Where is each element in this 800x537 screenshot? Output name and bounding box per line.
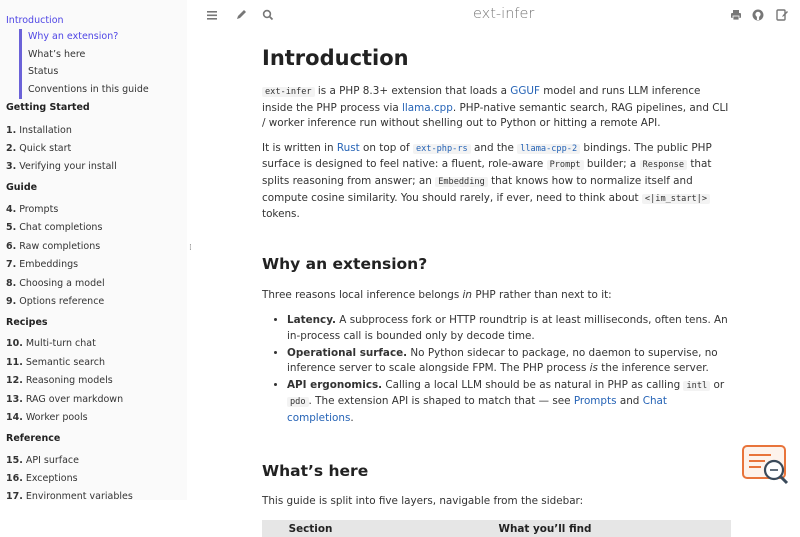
text: tokens.	[262, 208, 300, 221]
section-heading-why-an-extension: Why an extension?	[262, 254, 428, 273]
sidebar-item-label: RAG over markdown	[25, 394, 124, 405]
sidebar-item-number: 12.	[6, 375, 23, 386]
sidebar-heading-getting-started: Getting Started	[6, 102, 90, 113]
llama-cpp-2-link[interactable]: llama-cpp-2	[517, 144, 580, 154]
sidebar-item-embeddings[interactable]	[6, 259, 78, 270]
chat-completions-link[interactable]: Chat completions	[287, 395, 667, 424]
reasons-list	[262, 313, 732, 426]
sidebar-item-label: Exceptions	[25, 473, 78, 484]
table-header-what-youll-find: What you’ll find	[359, 520, 731, 537]
text: and	[616, 395, 643, 408]
sidebar-item-introduction[interactable]: Introduction	[6, 15, 64, 26]
sidebar-item-number: 14.	[6, 412, 23, 423]
sidebar-item-number: 6.	[6, 241, 17, 252]
sidebar-subitem-whats-here[interactable]: What’s here	[28, 48, 86, 60]
text: builder; a	[583, 158, 640, 171]
rust-link[interactable]: Rust	[336, 141, 360, 154]
search-assistant-widget-icon[interactable]	[741, 443, 791, 487]
text: model and runs LLM inference inside the PHP process via	[262, 85, 701, 114]
sidebar-item-verifying-install[interactable]	[6, 161, 117, 172]
sidebar-item-label: API surface	[25, 455, 80, 466]
text: and the	[470, 141, 518, 154]
sidebar-resize-handle-icon[interactable]: ⁞	[189, 243, 191, 253]
bold-term: Latency.	[287, 314, 336, 327]
inline-code: Response	[640, 160, 687, 170]
sidebar-subitem-why-an-extension[interactable]: Why an extension?	[28, 31, 119, 42]
print-icon[interactable]	[729, 7, 743, 23]
table-header-section: Section	[262, 520, 359, 537]
sidebar-item-label: Quick start	[19, 143, 72, 154]
text: is a PHP 8.3+ extension that loads a	[314, 85, 511, 97]
text: bindings. The public PHP surface is designed to feel native: a fluent, role-aware	[262, 141, 712, 171]
sidebar	[0, 0, 187, 500]
github-icon[interactable]	[751, 7, 765, 23]
layers-intro: This guide is split into five layers, navigable from the sidebar:	[262, 494, 584, 507]
search-icon[interactable]	[261, 7, 275, 23]
sidebar-item-number: 16.	[6, 473, 23, 484]
sidebar-item-number: 13.	[6, 394, 23, 405]
sidebar-item-reasoning-models[interactable]	[6, 375, 113, 386]
sidebar-item-worker-pools[interactable]	[6, 412, 88, 423]
sidebar-item-label: Options reference	[19, 296, 105, 307]
prompts-link[interactable]: Prompts	[573, 395, 617, 408]
list-item	[287, 346, 732, 377]
text: No Python sidecar to package, no daemon to supervise, no inference server to scale alongside FPM. The PHP process	[287, 346, 718, 375]
sidebar-item-raw-completions[interactable]	[6, 241, 100, 252]
text: Three reasons local inference belongs	[262, 288, 463, 301]
sidebar-item-rag-over-markdown[interactable]	[6, 394, 123, 405]
list-item	[287, 378, 732, 427]
reasons-intro	[262, 288, 732, 304]
sidebar-item-label: Worker pools	[25, 412, 88, 423]
sidebar-heading-reference: Reference	[6, 433, 61, 444]
rust-paragraph	[262, 141, 732, 223]
sidebar-item-options-reference[interactable]	[6, 296, 104, 307]
sidebar-item-label: Prompts	[19, 204, 59, 215]
sidebar-item-label: Raw completions	[19, 241, 101, 252]
text: on top of	[359, 141, 413, 154]
inline-code: pdo	[287, 397, 309, 407]
top-toolbar	[190, 0, 800, 30]
sidebar-item-label: Verifying your install	[19, 161, 117, 172]
text: A subprocess fork or HTTP roundtrip is at least milliseconds, often tens. An in-process call is bounded only by decode time.	[287, 314, 728, 342]
sidebar-item-label: Chat completions	[19, 222, 103, 233]
sidebar-item-number: 8.	[6, 278, 17, 289]
sidebar-item-prompts[interactable]	[6, 204, 58, 215]
sidebar-item-multi-turn-chat[interactable]	[6, 338, 96, 349]
text: It is written in	[262, 141, 337, 154]
ext-php-rs-link[interactable]: ext-php-rs	[413, 144, 471, 154]
sidebar-item-choosing-model[interactable]	[6, 278, 105, 289]
emphasis: in	[462, 288, 473, 301]
bold-term: Operational surface.	[287, 346, 408, 359]
sidebar-item-number: 11.	[6, 357, 23, 368]
text: Calling a local LLM should be as natural in PHP as calling	[382, 378, 684, 391]
sidebar-subitem-status[interactable]: Status	[28, 66, 59, 77]
inline-code: Prompt	[547, 160, 584, 170]
gguf-link[interactable]: GGUF	[510, 85, 540, 97]
sidebar-item-number: 17.	[6, 491, 23, 500]
sidebar-item-label: Multi-turn chat	[25, 338, 96, 349]
sidebar-item-chat-completions[interactable]	[6, 222, 102, 233]
edit-page-icon[interactable]	[775, 7, 789, 23]
llama-cpp-link[interactable]: llama.cpp	[402, 101, 453, 114]
text: PHP rather than next to it:	[472, 288, 612, 301]
sidebar-item-number: 5.	[6, 222, 17, 233]
sidebar-item-number: 7.	[6, 259, 17, 270]
main-content	[262, 40, 732, 537]
text: or	[710, 378, 725, 391]
sidebar-item-label: Embeddings	[19, 259, 79, 270]
section-heading-whats-here: What’s here	[262, 461, 369, 480]
text: the inference server.	[597, 362, 709, 375]
sidebar-item-environment-variables[interactable]	[6, 491, 133, 500]
text: that splits reasoning from answer; an	[262, 158, 712, 187]
sidebar-heading-guide: Guide	[6, 182, 38, 193]
sidebar-item-label: Choosing a model	[19, 278, 105, 289]
sidebar-heading-recipes: Recipes	[6, 317, 48, 328]
inline-code: <|im_start|>	[642, 194, 710, 204]
edit-icon[interactable]	[234, 7, 248, 23]
sidebar-item-label: Installation	[19, 125, 72, 136]
intro-paragraph	[262, 84, 732, 132]
sidebar-item-number: 15.	[6, 455, 23, 466]
menu-icon[interactable]	[205, 7, 219, 23]
emphasis: is	[589, 362, 598, 375]
sidebar-item-label: Semantic search	[25, 357, 105, 368]
sections-table	[262, 520, 731, 537]
text: .	[350, 411, 354, 424]
inline-code: intl	[683, 381, 710, 391]
sidebar-item-exceptions[interactable]	[6, 473, 78, 484]
text: . The extension API is shaped to match that — see	[308, 395, 574, 408]
sidebar-item-label: Reasoning models	[25, 375, 113, 386]
sidebar-item-number: 10.	[6, 338, 23, 349]
sidebar-item-api-surface[interactable]	[6, 455, 79, 466]
sidebar-item-semantic-search[interactable]	[6, 357, 105, 368]
bold-term: API ergonomics.	[287, 378, 383, 391]
text: . PHP-native semantic search, RAG pipelines, and CLI / worker inference run without shelling out to Python or hitting a remote API.	[262, 101, 729, 130]
sidebar-subsection-list	[19, 29, 182, 99]
sidebar-item-number: 4.	[6, 204, 17, 215]
sidebar-item-number: 9.	[6, 296, 17, 307]
sidebar-item-label: Environment variables	[25, 491, 133, 500]
sidebar-subitem-conventions[interactable]: Conventions in this guide	[28, 83, 149, 95]
inline-code: Embedding	[435, 177, 488, 187]
sidebar-item-installation[interactable]	[6, 125, 72, 136]
inline-code: ext-infer	[262, 87, 315, 97]
text: that knows how to normalize itself and compute cosine similarity. You should rarely, if ever, need to think about	[262, 174, 693, 204]
page-heading: Introduction	[262, 46, 409, 70]
sidebar-item-number: 3.	[6, 161, 17, 172]
page-title: ext-infer	[473, 6, 535, 22]
list-item	[287, 313, 732, 344]
sidebar-item-quick-start[interactable]	[6, 143, 71, 154]
table-header-row	[262, 520, 731, 537]
sidebar-item-number: 2.	[6, 143, 17, 154]
sidebar-item-number: 1.	[6, 125, 17, 136]
